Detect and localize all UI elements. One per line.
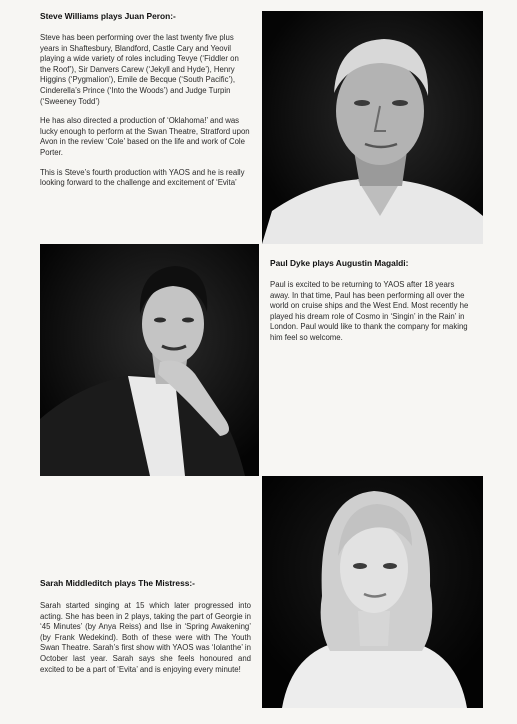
steve-portrait-illustration (262, 11, 483, 244)
sarah-middleditch-photo (262, 476, 483, 708)
sarah-heading: Sarah Middleditch plays The Mistress:- (40, 578, 195, 588)
steve-bio-paragraph-3: This is Steve’s fourth production with YAOS and he is really looking forward to the challenge and excitement of ‘Evita’ (40, 167, 245, 188)
sarah-bio-paragraph-1: Sarah started singing at 15 which later progressed into acting. She has been in 2 plays, taking the part of Georgie in ‘45 Minutes’ (by Anya Reiss) and Ilse in ‘Spring Awakening’ (by Frank Wedekind). Both of these were with The Youth Swan Theatre. Sarah’s first show with YAOS was ‘Iolanthe’ in October last year. Sarah says she feels honoured and excited to be a part of ‘Evita’ and is enjoying every minute! (40, 601, 251, 674)
paul-portrait-illustration (40, 244, 259, 476)
paul-bio (270, 280, 475, 353)
steve-bio-paragraph-2: He has also directed a production of ‘Oklahoma!’ and was lucky enough to perform at the Swan Theatre, Stratford upon Avon in the review ‘Cole’ based on the life and work of Cole Porter. (40, 116, 250, 157)
sarah-portrait-illustration (262, 476, 483, 708)
paul-bio-paragraph-1: Paul is excited to be returning to YAOS after 18 years away. In that time, Paul has been performing all over the world on cruise ships and the West End. Most recently he played his dream role of Cosmo in ‘Singin’ in the Rain’ in London. Paul would like to thank the company for making him feel so welcome. (270, 280, 469, 342)
paul-dyke-photo (40, 244, 259, 476)
steve-heading: Steve Williams plays Juan Peron:- (40, 11, 176, 21)
sarah-bio (40, 601, 251, 684)
paul-heading: Paul Dyke plays Augustin Magaldi: (270, 258, 409, 268)
steve-williams-photo (262, 11, 483, 244)
steve-bio-paragraph-1: Steve has been performing over the last twenty five plus years in Shaftesbury, Blandford, Castle Cary and Yeovil playing a wide variety of roles including Tevye (‘Fiddler on the Roof’), Sir Danvers Carew (‘Jekyll and Hyde’), Henry Higgins (‘Pygmalion’), Emile de Becque (‘South Pacific’), Cinderella’s Prince (‘Into the Woods’) and Judge Turpin (‘Sweeney Todd’) (40, 33, 239, 106)
steve-bio (40, 33, 250, 198)
